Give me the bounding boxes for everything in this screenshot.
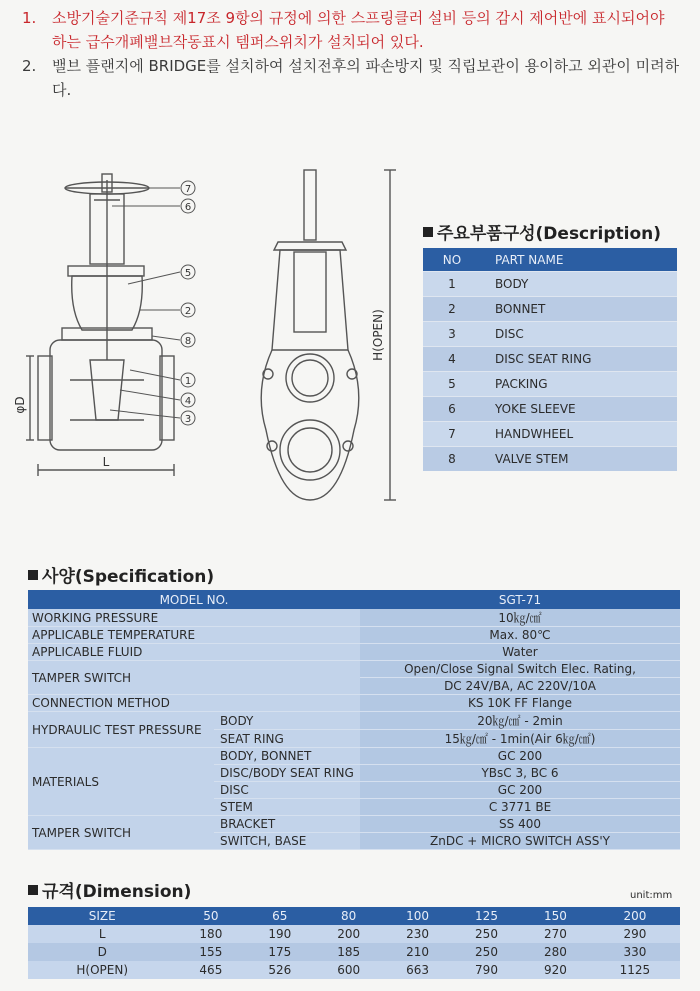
part-no: 1 — [423, 272, 481, 297]
spec-sublabel: SWITCH, BASE — [214, 833, 360, 850]
valve-drawing — [10, 160, 410, 520]
bullet-square — [28, 885, 38, 895]
cell: 790 — [452, 961, 521, 979]
cell: 175 — [245, 943, 314, 961]
bullet-square — [28, 570, 38, 580]
spec-sublabel: BODY, BONNET — [214, 748, 360, 765]
col-size-value: 100 — [383, 907, 452, 925]
spec-value: Water — [360, 644, 680, 661]
table-row — [28, 816, 680, 833]
cell: 920 — [521, 961, 590, 979]
col-model-value: SGT-71 — [360, 590, 680, 609]
part-no: 3 — [423, 322, 481, 347]
cell: 526 — [245, 961, 314, 979]
spec-value: SS 400 — [360, 816, 680, 833]
spec-value: DC 24V/BA, AC 220V/10A — [360, 678, 680, 695]
col-no: NO — [423, 248, 481, 272]
table-row — [28, 661, 680, 678]
callout-label: 6 — [184, 202, 192, 213]
description-table — [423, 248, 677, 471]
spec-sublabel: SEAT RING — [214, 730, 360, 748]
row-label: L — [28, 925, 176, 943]
table-row — [28, 609, 680, 627]
bullet-square — [423, 227, 433, 237]
table-row — [423, 397, 677, 422]
dimension-title — [28, 877, 191, 902]
table-row — [423, 372, 677, 397]
part-name: YOKE SLEEVE — [481, 397, 677, 422]
spec-value: GC 200 — [360, 748, 680, 765]
col-size-value: 80 — [314, 907, 383, 925]
dim-h-label: H(OPEN) — [371, 309, 385, 361]
spec-sublabel: DISC — [214, 782, 360, 799]
table-row — [423, 297, 677, 322]
description-title — [423, 219, 661, 244]
front-view — [26, 174, 174, 476]
spec-label: MATERIALS — [28, 748, 214, 816]
callout-label: 7 — [184, 184, 192, 195]
callout-label: 5 — [184, 268, 192, 279]
spec-label: HYDRAULIC TEST PRESSURE — [28, 712, 214, 748]
part-name: BONNET — [481, 297, 677, 322]
specification-title — [28, 562, 214, 587]
callout-label: 3 — [184, 414, 192, 425]
part-no: 5 — [423, 372, 481, 397]
spec-label: TAMPER SWITCH — [28, 661, 360, 695]
cell: 465 — [176, 961, 245, 979]
spec-value: GC 200 — [360, 782, 680, 799]
dim-l-label: L — [102, 455, 110, 469]
note-1 — [22, 6, 682, 54]
table-row — [423, 422, 677, 447]
spec-label: TAMPER SWITCH — [28, 816, 214, 850]
callout-leaders — [110, 188, 180, 418]
callout-label: 4 — [184, 396, 192, 407]
part-name: VALVE STEM — [481, 447, 677, 472]
col-size-value: 150 — [521, 907, 590, 925]
table-row — [28, 748, 680, 765]
spec-sublabel: DISC/BODY SEAT RING — [214, 765, 360, 782]
table-row — [28, 712, 680, 730]
table-row — [28, 961, 680, 979]
cell: 250 — [452, 925, 521, 943]
part-no: 8 — [423, 447, 481, 472]
cell: 663 — [383, 961, 452, 979]
col-size: SIZE — [28, 907, 176, 925]
note-text: 밸브 플랜지에 BRIDGE를 설치하여 설치전후의 파손방지 및 직립보관이 용이하고 외관이 미려하다. — [52, 57, 680, 99]
unit-label: unit:mm — [630, 890, 673, 901]
part-name: DISC SEAT RING — [481, 347, 677, 372]
feature-notes — [22, 6, 682, 102]
table-row — [28, 695, 680, 712]
callout-label: 1 — [184, 376, 192, 387]
table-row — [28, 627, 680, 644]
spec-value: Max. 80℃ — [360, 627, 680, 644]
spec-value: 10㎏/㎠ — [360, 609, 680, 627]
note-number: 2. — [22, 57, 37, 75]
cell: 270 — [521, 925, 590, 943]
cell: 185 — [314, 943, 383, 961]
part-name: HANDWHEEL — [481, 422, 677, 447]
table-row — [423, 447, 677, 472]
table-row — [28, 943, 680, 961]
table-row — [423, 322, 677, 347]
part-name: PACKING — [481, 372, 677, 397]
col-model-no: MODEL NO. — [28, 590, 360, 609]
spec-value: YBsC 3, BC 6 — [360, 765, 680, 782]
col-size-value: 65 — [245, 907, 314, 925]
specification-table — [28, 590, 680, 850]
part-no: 4 — [423, 347, 481, 372]
part-name: BODY — [481, 272, 677, 297]
table-row — [28, 925, 680, 943]
specification-title-text: 사양(Specification) — [42, 567, 215, 587]
col-part-name: PART NAME — [481, 248, 677, 272]
spec-value: C 3771 BE — [360, 799, 680, 816]
description-title-text: 주요부품구성(Description) — [437, 224, 662, 244]
col-size-value: 50 — [176, 907, 245, 925]
spec-sublabel: BODY — [214, 712, 360, 730]
col-size-value: 125 — [452, 907, 521, 925]
row-label: H(OPEN) — [28, 961, 176, 979]
table-row — [423, 272, 677, 297]
spec-sublabel: BRACKET — [214, 816, 360, 833]
table-row — [423, 347, 677, 372]
part-no: 7 — [423, 422, 481, 447]
part-no: 6 — [423, 397, 481, 422]
note-text: 소방기술기준규칙 제17조 9항의 규정에 의한 스프링클러 설비 등의 감시 제어반에 표시되어야 하는 급수개폐밸브작동표시 템퍼스위치가 설치되어 있다. — [52, 9, 665, 51]
cell: 200 — [314, 925, 383, 943]
cell: 250 — [452, 943, 521, 961]
cell: 280 — [521, 943, 590, 961]
note-2 — [22, 54, 682, 102]
callout-label: 2 — [184, 306, 192, 317]
spec-label: CONNECTION METHOD — [28, 695, 360, 712]
row-label: D — [28, 943, 176, 961]
cell: 190 — [245, 925, 314, 943]
cell: 290 — [590, 925, 680, 943]
part-no: 2 — [423, 297, 481, 322]
cell: 155 — [176, 943, 245, 961]
spec-value: 20㎏/㎠ - 2min — [360, 712, 680, 730]
spec-value: 15㎏/㎠ - 1min(Air 6㎏/㎠) — [360, 730, 680, 748]
spec-label: APPLICABLE FLUID — [28, 644, 360, 661]
cell: 600 — [314, 961, 383, 979]
col-size-value: 200 — [590, 907, 680, 925]
dimension-title-text: 규격(Dimension) — [42, 882, 192, 902]
spec-label: WORKING PRESSURE — [28, 609, 360, 627]
spec-label: APPLICABLE TEMPERATURE — [28, 627, 360, 644]
cell: 230 — [383, 925, 452, 943]
spec-value: Open/Close Signal Switch Elec. Rating, — [360, 661, 680, 678]
cell: 1125 — [590, 961, 680, 979]
cell: 180 — [176, 925, 245, 943]
spec-value: KS 10K FF Flange — [360, 695, 680, 712]
callout-label: 8 — [184, 336, 192, 347]
cell: 330 — [590, 943, 680, 961]
table-row — [28, 644, 680, 661]
dimension-table — [28, 907, 680, 979]
dim-d-label: φD — [13, 396, 27, 414]
spec-value: ZnDC + MICRO SWITCH ASS'Y — [360, 833, 680, 850]
cell: 210 — [383, 943, 452, 961]
spec-sublabel: STEM — [214, 799, 360, 816]
note-number: 1. — [22, 9, 37, 27]
part-name: DISC — [481, 322, 677, 347]
